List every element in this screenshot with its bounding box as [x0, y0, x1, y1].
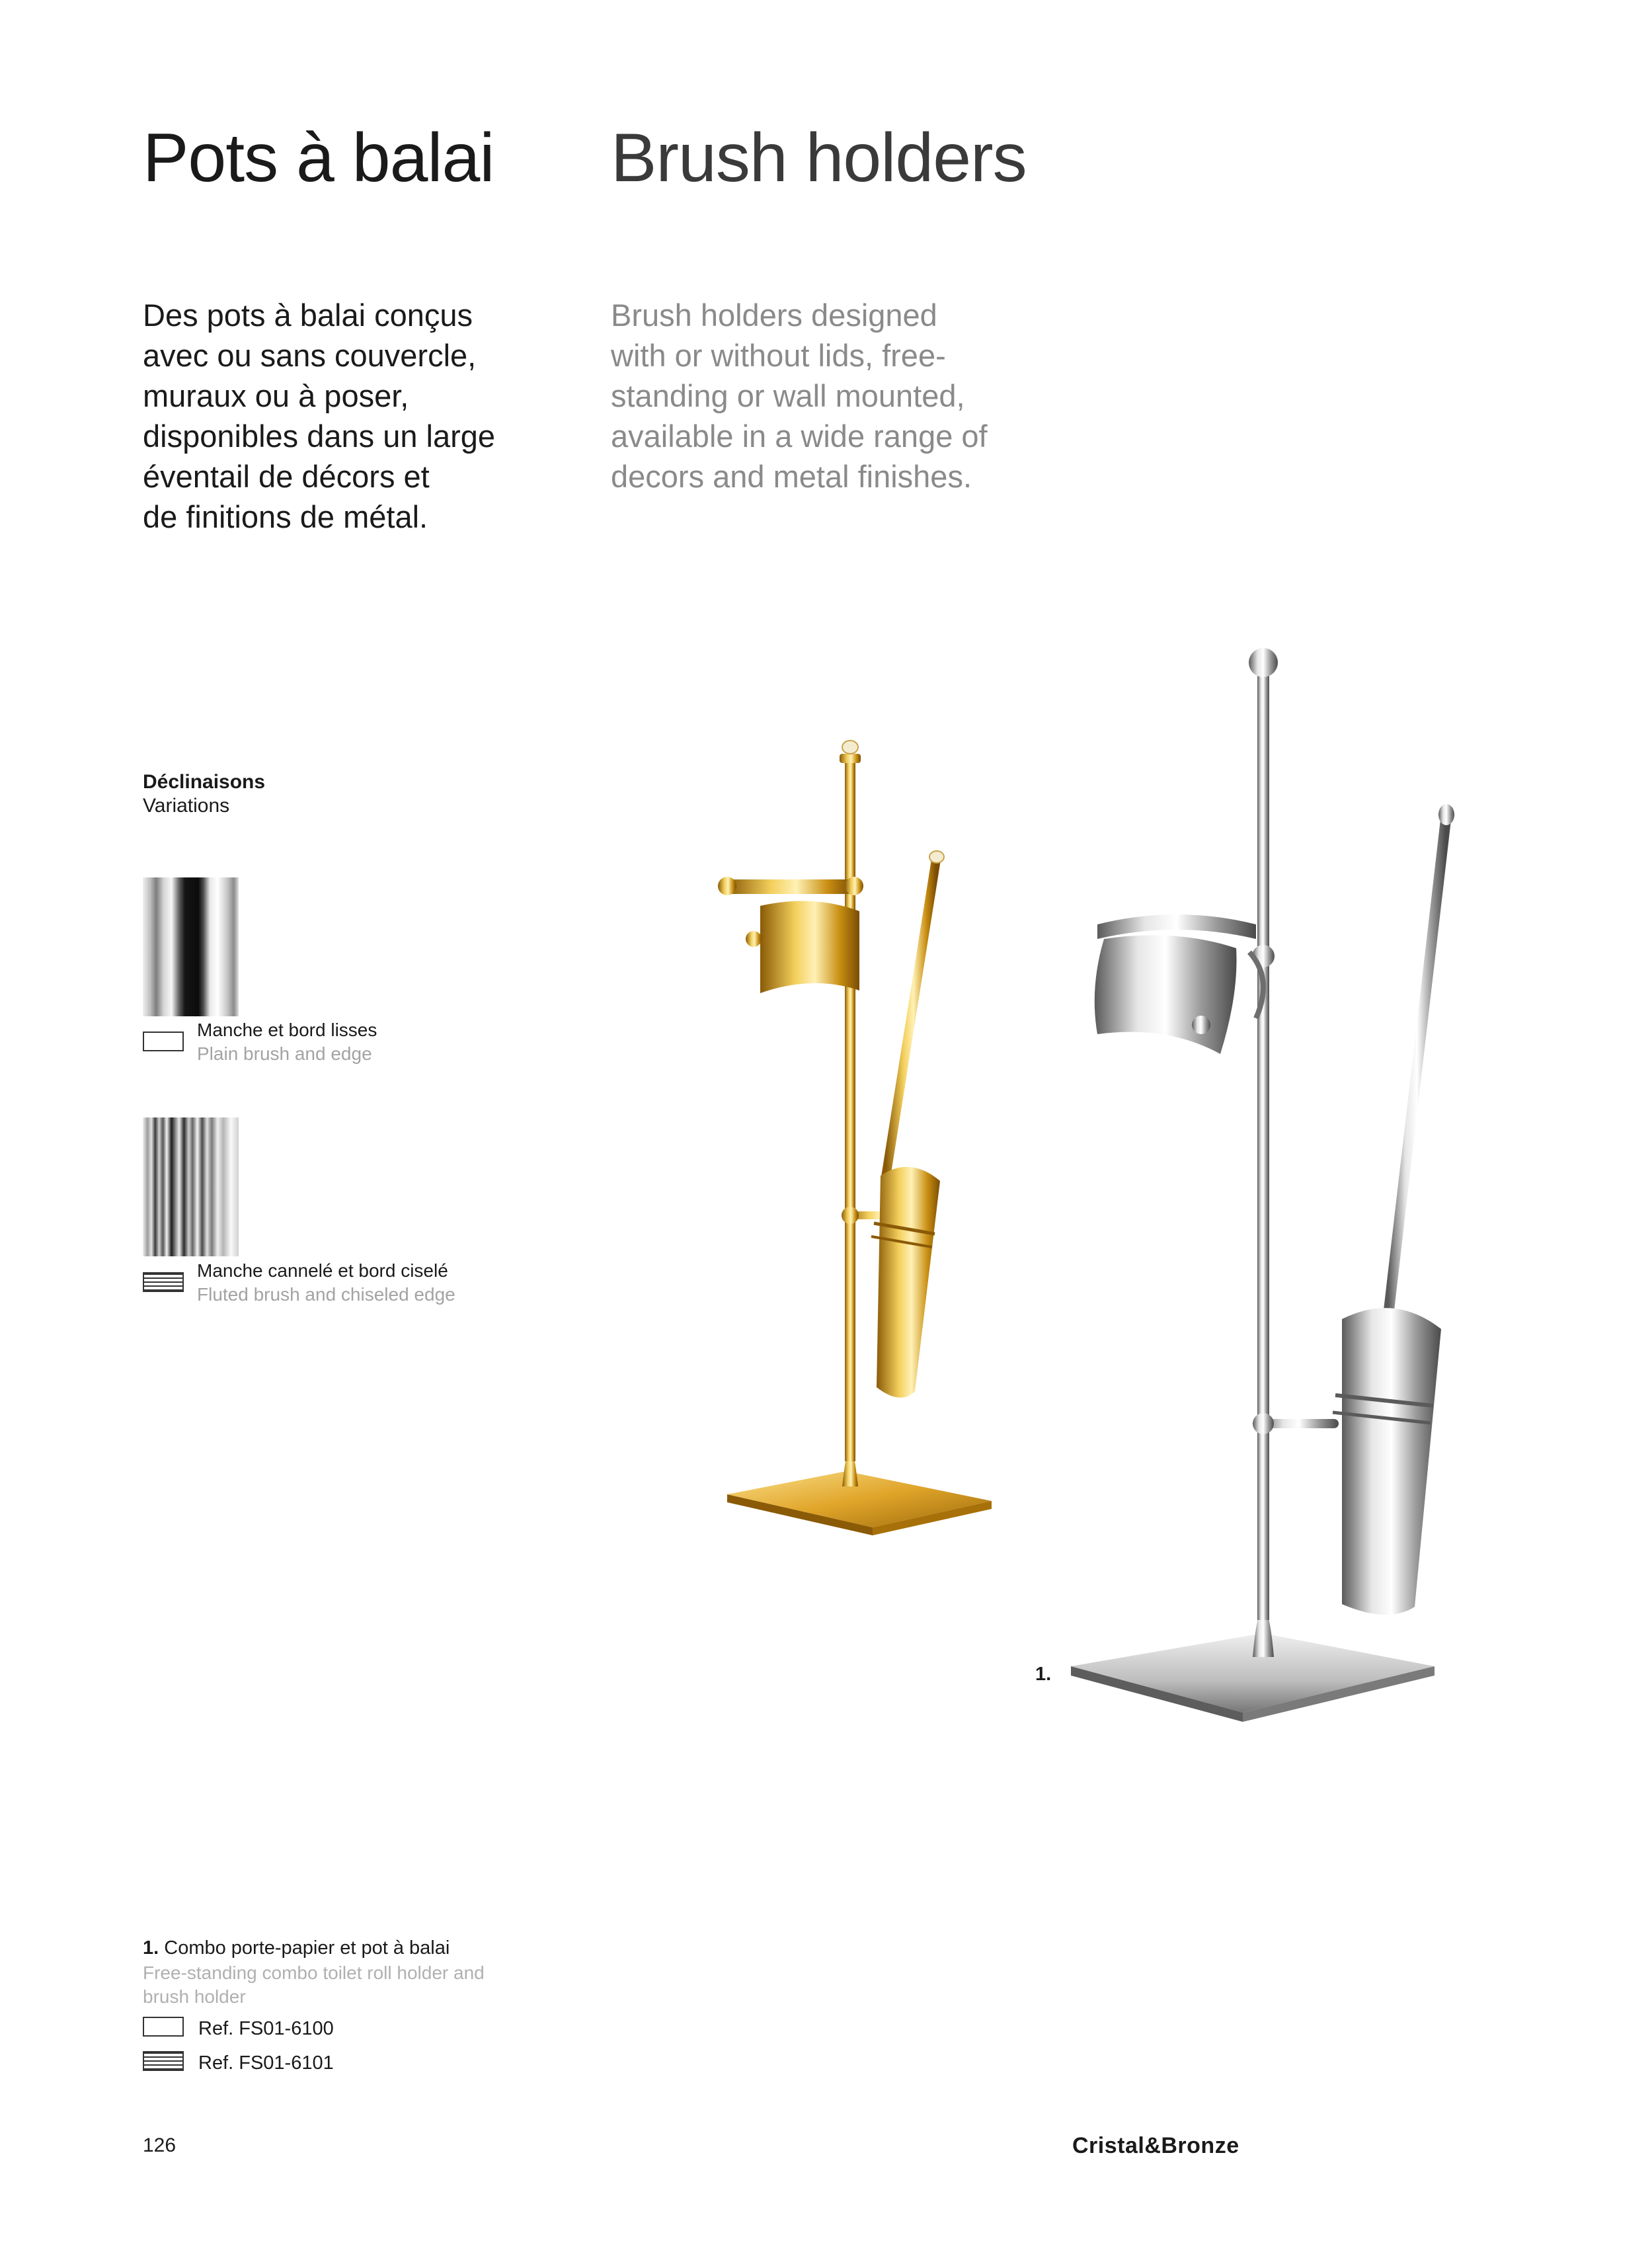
plain-box-icon [143, 2017, 184, 2037]
footnote-title [143, 1937, 450, 1959]
brand-logo: Cristal&Bronze [1072, 2133, 1239, 2158]
product-photo [701, 628, 1494, 1752]
reference-label: Ref. FS01-6101 [198, 2052, 334, 2074]
intro-text-fr: Des pots à balai conçus avec ou sans couvercle, muraux ou à poser, disponibles dans un large éventail de décors et de finitions de métal. [143, 298, 496, 534]
page-title-en: Brush holders [611, 120, 1027, 196]
fluted-box-icon [143, 1272, 184, 1292]
variation-label-fr: Manche et bord lisses [197, 1020, 377, 1040]
page-number: 126 [143, 2134, 177, 2156]
plain-box-icon [143, 1032, 184, 1051]
intro-text-en: Brush holders designed with or without lids, free- standing or wall mounted, available in a wide range of decors and metal finishes. [611, 298, 988, 494]
footnote-title-fr: Combo porte-papier et pot à balai [164, 1937, 450, 1959]
plain-finish-swatch [143, 877, 239, 1016]
page-title-fr: Pots à balai [143, 120, 494, 196]
fluted-box-icon [143, 2051, 184, 2071]
fluted-finish-swatch [143, 1117, 239, 1256]
variation-label-fr: Manche cannelé et bord ciselé [197, 1260, 448, 1281]
footnote-title-en: Free-standing combo toilet roll holder and brush holder [143, 1963, 485, 2007]
chrome-stand [1071, 648, 1454, 1722]
reference-label: Ref. FS01-6100 [198, 2018, 334, 2039]
variation-label-en: Plain brush and edge [197, 1043, 372, 1064]
variations-heading-en: Variations [143, 795, 230, 817]
photo-caption-number: 1. [1035, 1664, 1052, 1685]
variations-heading-fr: Déclinaisons [143, 771, 266, 793]
gold-stand [718, 741, 992, 1535]
variation-label-en: Fluted brush and chiseled edge [197, 1284, 455, 1305]
footnote-number: 1. [143, 1937, 159, 1959]
